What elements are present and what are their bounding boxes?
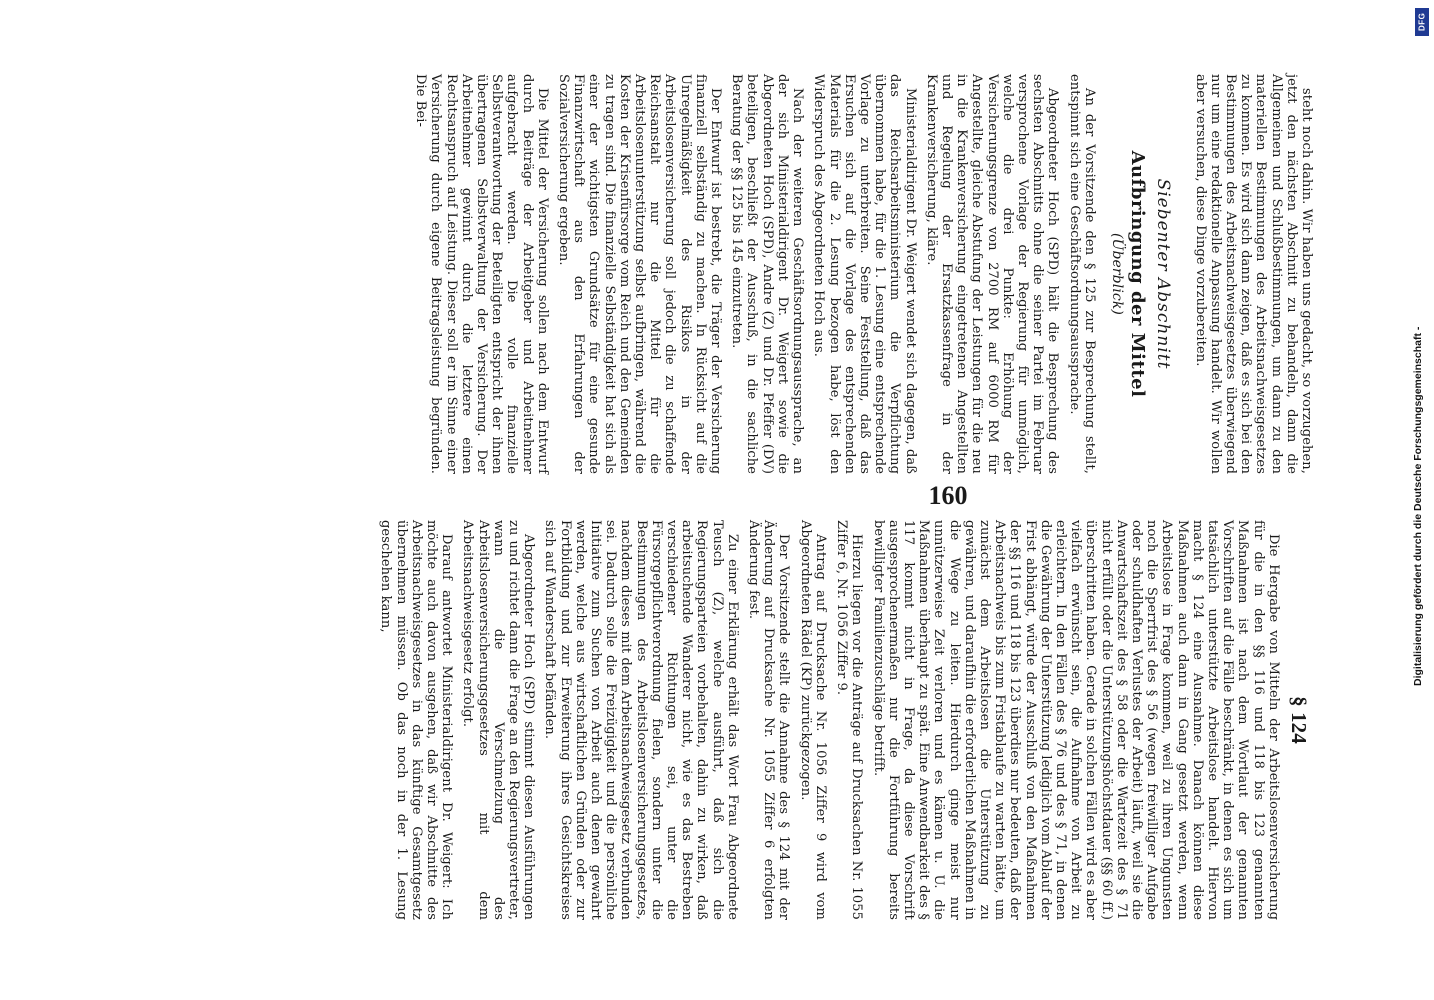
right-paragraphs-after bbox=[413, 74, 1097, 474]
paragraph: Die Hergabe von Mitteln der Arbeitslosenversicherung für die in den §§ 116 und 118 bis 123 genannten Maßnahmen ist nach dem Wortlaut der genannten Vorschriften auf die Fälle beschränkt, in denen es sich um tatsächlich unterstützte Arbeitslose handelt. Hiervon macht § 124 eine Ausnahme. Danach können diese Maßnahmen auch dann in Gang gesetzt werden, wenn Arbeitslose in Frage kommen, weil zu ihren Ungunsten noch die Sperrfrist des § 56 (wegen freiwilliger Aufgabe oder schuldhaften Verlustes der Arbeit) läuft, weil sie die Anwartschaftszeit des § 58 oder die Wartezeit des § 71 nicht erfüllt oder die Unterstützungshöchstdauer (§§ 60 ff.) überschritten haben. Gerade in solchen Fällen wird es aber vielfach erwünscht sein, die Aufnahme von Arbeit zu erleichtern. In den Fällen des § 76 und des § 71, in denen die Gewährung der Unterstützung lediglich vom Ablauf der Frist abhängt, würde der Ausschluß von den Maßnahmen der §§ 116 und 118 bis 123 überdies nur bedeuten, daß der Arbeitsnachweis bis zum Fristablaufe zu warten hätte, um zunächst dem Arbeitslosen die Unterstützung zu gewähren, und daraufhin die erforderlichen Maßnahmen in die Wege zu leiten. Hierdurch ginge meist nur unnützerweise Zeit verloren und es kämen u. U. die Maßnahmen überhaupt zu spät. Eine Anwendbarkeit des § 117 kommt nicht in Frage, da diese Vorschrift ausgesprochenermaßen nur die Fortführung bereits bewilligter Familienzuschläge betrifft. bbox=[870, 520, 1281, 920]
paragraph: Ministerialdirigent Dr. Weigert wendet sich dagegen, daß das Reichsarbeitsministerium die Verpflichtung übernommen habe, für die 1. Lesung eine entsprechende Vorlage zu unterbreiten. Seine Feststellung, daß das Ersuchen sich auf die Vorlage des entsprechenden Materials für die 2. Lesung bezogen habe, löst den Widerspruch des Abgeordneten Hoch aus. bbox=[811, 74, 918, 474]
paragraph: Hierzu liegen vor die Anträge auf Drucksachen Nr. 1055 Ziffer 6, Nr. 1056 Ziffer 9. bbox=[834, 520, 865, 920]
paragraph: Abgeordneter Hoch (SPD) hält die Besprechung des sechsten Abschnitts ohne die seiner Partei im Februar versprochene Vorlage der Regierung für unmöglich, welche die drei Punkte: Erhöhung der Versicherungsgrenze von 2700 RM auf 6000 RM für Angestellte, gleiche Abstufung der Leistungen für die neu in die Krankenversicherung eingetretenen Angestellten und Regelung der Ersatzkassenfrage in der Krankenversicherung, kläre. bbox=[923, 74, 1061, 474]
dfg-logo: DFG bbox=[1415, 8, 1429, 36]
paragraph: Die Mittel der Versicherung sollen nach dem Entwurf durch Beiträge der Arbeitgeber und Arbeitnehmer aufgebracht werden. Die volle finanzielle Selbstverantwortung der Beteiligten entspricht der ihnen übertragenen Selbstverwaltung der Versicherung. Der Arbeitnehmer gewinnt durch die letztere einen Rechtsanspruch auf Leistung. Dieser soll er im Sinne einer Versicherung durch eigene Beitragsleistung begründen. Die Bei- bbox=[413, 74, 550, 474]
paragraph: Abgeordneter Hoch (SPD) stimmt diesen Ausführungen zu und richtet dann die Frage an den Regierungsvertreter, wann die Verschmelzung des Arbeitslosenversicherungsgesetzes mit dem Arbeitsnachweisgesetz erfolgt. bbox=[460, 520, 537, 920]
paragraph: Der Entwurf ist bestrebt, die Träger der Versicherung finanziell selbständig zu machen. In Rücksicht auf die Unregelmäßigkeit des Risikos in der Arbeitslosenversicherung soll jedoch die zu schaffende Reichsanstalt nur die Mittel für die Arbeitslosenunterstützung selbst aufbringen, während die Kosten der Krisenfürsorge vom Reich und den Gemeinden zu tragen sind. Die finanzielle Selbständigkeit hat sich als einer der wichtigsten Grundsätze für eine gesunde Finanzwirtschaft aus den Erfahrungen der Sozialversicherung ergeben. bbox=[556, 74, 724, 474]
paragraph: An der Vorsitzende den § 125 zur Besprechung stellt, entspinnt sich eine Geschäftsordnungsaussprache. bbox=[1066, 74, 1097, 474]
left-paragraphs bbox=[378, 520, 1281, 920]
paragraph: Darauf antwortet Ministerialdirigent Dr. Weigert: Ich möchte auch davon ausgehen, daß wir Abschnitte des Arbeitsnachweisgesetzes in das künftige Gesamtgesetz übernehmen müssen. Ob das noch in der 1. Lesung geschehen kann, bbox=[378, 520, 455, 920]
left-column bbox=[314, 520, 1314, 920]
credit-strip bbox=[1412, 0, 1434, 1000]
chapter-heading: Siebenter Abschnitt bbox=[1153, 178, 1174, 370]
paragraph: Der Vorsitzende stellt die Annahme des § 124 mit der Änderung auf Drucksache Nr. 1055 Ziffer 6 erfolgten Änderung fest. bbox=[746, 520, 792, 920]
credit-text: Digitalisierung gefördert durch die Deutsche Forschungsgemeinschaft - bbox=[1412, 326, 1424, 686]
paragraph: Antrag auf Drucksache Nr. 1056 Ziffer 9 wird vom Abgeordneten Rädel (KP) zurückgezogen. bbox=[797, 520, 828, 920]
section-subtitle: (Überblick) bbox=[1108, 232, 1125, 315]
right-paragraphs-before bbox=[1192, 74, 1314, 474]
paragraph: Nach der weiteren Geschäftsordnungsaussprache, an der sich Ministerialdirigent Dr. Weigert sowie die Abgeordneten Hoch (SPD), Andre (Z) und Dr. Pfeffer (DV) beteiligen, beschließt der Ausschuß, in die sachliche Beratung der §§ 125 bis 145 einzutreten. bbox=[729, 74, 806, 474]
right-column bbox=[314, 74, 1314, 474]
paragraph: Zu einer Erklärung erhält das Wort Frau Abgeordnete Teusch (Z), welche ausführt, daß sich die Regierungsparteien vorbehalten, dahin zu wirken, daß arbeitsuchende Wanderer nicht, wie es das Bestreben verschiedener Richtungen sei, unter die Fürsorgepflichtverordnung fielen, sondern unter die Bestimmungen des Arbeitslosenversicherungsgesetzes, nachdem dieses mit dem Arbeitsnachweisgesetz verbunden sei. Dadurch solle die Freizügigkeit und die persönliche Initiative zum Suchen von Arbeit auch denen gewahrt werden, welche aus wirtschaftlichen Gründen oder zur Fortbildung und zur Erweiterung ihres Gesichtskreises sich auf Wanderschaft befänden. bbox=[542, 520, 740, 920]
section-title: Aufbringung der Mittel bbox=[1127, 150, 1149, 398]
paragraph: steht noch dahin. Wir haben uns gedacht, so vorzugehen, jetzt den nächsten Abschnitt zu behandeln, dann die Allgemeinen und Schlußbestimmungen, um dann zu den materiellen Bestimmungen des Arbeitsnachweisgesetzes zu kommen. Es wird sich dann zeigen, daß es sich bei den Bestimmungen des Arbeitsnachweisgesetzes überwiegend nur um eine redaktionelle Anpassung handelt. Wir wollen aber versuchen, diese Dinge vorzubereiten. bbox=[1192, 74, 1314, 474]
page-number: 160 bbox=[928, 481, 968, 510]
paragraph-heading: § 124 bbox=[1287, 696, 1311, 744]
